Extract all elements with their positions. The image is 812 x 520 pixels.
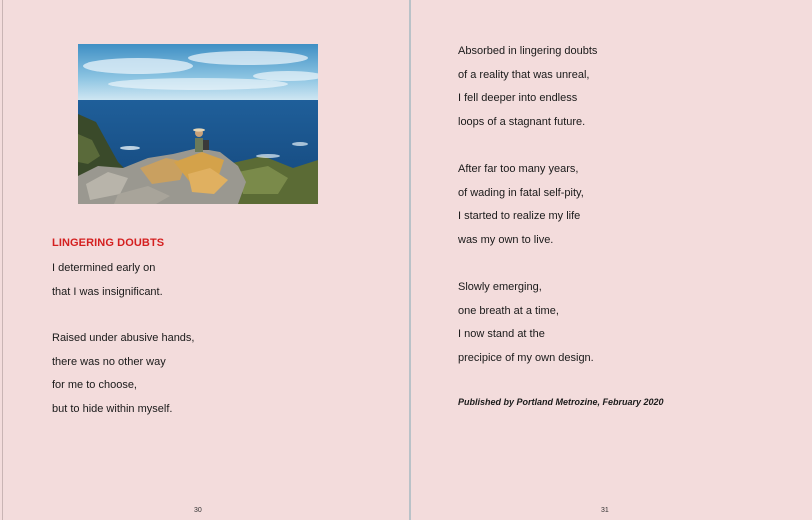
poem-line: that I was insignificant.	[52, 285, 163, 298]
poem-line: loops of a stagnant future.	[458, 115, 586, 128]
poem-line: precipice of my own design.	[458, 351, 594, 364]
poem-line: of wading in fatal self-pity,	[458, 186, 584, 199]
poem-line: I now stand at the	[458, 328, 545, 340]
poem-line: one breath at a time,	[458, 304, 559, 317]
left-page	[2, 0, 410, 520]
poem-line: there was no other way	[52, 355, 166, 368]
publication-credit: Published by Portland Metrozine, February 2020	[458, 397, 664, 407]
poem-title: LINGERING DOUBTS	[52, 237, 165, 249]
poem-stanza	[458, 158, 584, 252]
poem-line: Absorbed in lingering doubts	[458, 45, 598, 57]
poem-line: but to hide within myself.	[52, 402, 173, 415]
poem-line: Slowly emerging,	[458, 281, 542, 293]
poem-line: was my own to live.	[458, 233, 554, 246]
page-number: 30	[194, 507, 202, 514]
poem-line: I fell deeper into endless	[458, 92, 578, 104]
poem-line: Raised under abusive hands,	[52, 332, 195, 344]
poem-stanza	[458, 40, 597, 134]
poem-stanza	[52, 327, 194, 421]
poem-stanza	[52, 257, 163, 304]
poem-line: After far too many years,	[458, 163, 579, 175]
poem-line: for me to choose,	[52, 379, 137, 391]
poem-line: I started to realize my life	[458, 210, 581, 222]
right-page	[411, 0, 812, 520]
ocean-cliff-photo	[78, 44, 318, 204]
poem-line: of a reality that was unreal,	[458, 68, 590, 81]
poem-line: I determined early on	[52, 262, 156, 274]
poem-stanza	[458, 276, 594, 370]
page-number: 31	[601, 507, 609, 514]
